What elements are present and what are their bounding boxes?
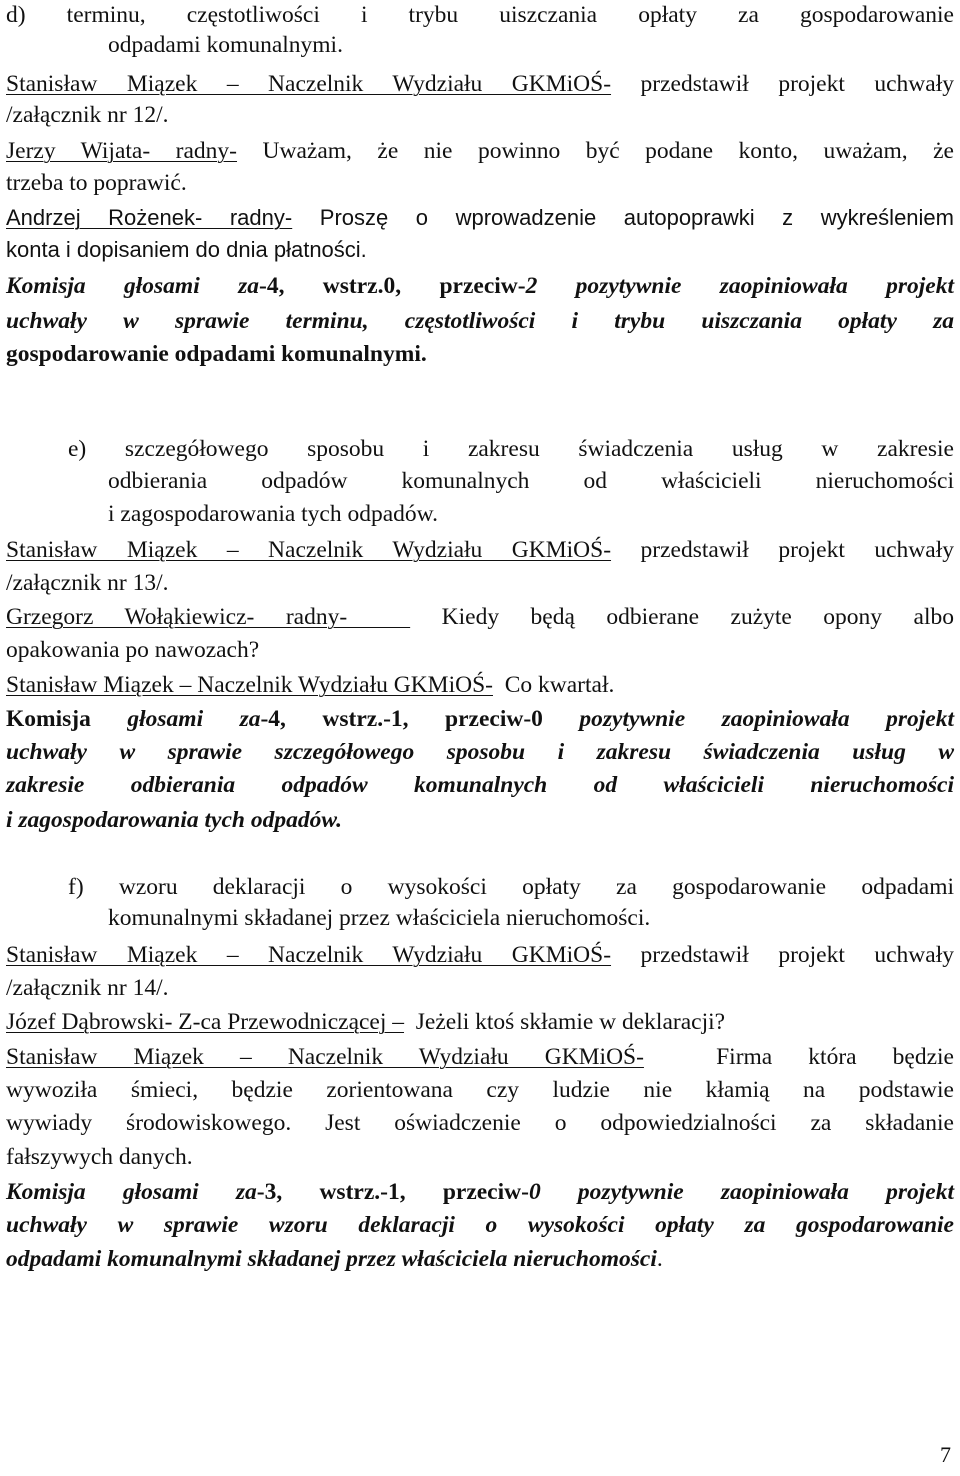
comment-line: Józef Dąbrowski- Z-ca Przewodniczącej – Jeżeli ktoś skłamie w deklaracji? (6, 1009, 726, 1035)
agenda-item-e: e) szczegółowego sposobu i zakresu świadczenia usług w zakresie (68, 436, 954, 462)
agenda-item-e-cont: odbierania odpadów komunalnych od właścicieli nieruchomości (108, 468, 954, 494)
presenter-line: Stanisław Miązek – Naczelnik Wydziału GKMiOŚ- przedstawił projekt uchwały (6, 71, 954, 97)
agenda-item-d: d) terminu, częstotliwości i trybu uiszczania opłaty za gospodarowanie (6, 2, 954, 28)
speaker-name: Stanisław Miązek – Naczelnik Wydziału GKMiOŚ- (6, 71, 612, 97)
vote-result-cont: uchwały w sprawie terminu, częstotliwości i trybu uiszczania opłaty za (6, 308, 954, 334)
agenda-item-f: f) wzoru deklaracji o wysokości opłaty za gospodarowanie odpadami (68, 874, 954, 900)
attachment-ref: /załącznik nr 13/. (6, 570, 169, 596)
agenda-item-e-cont: i zagospodarowania tych odpadów. (108, 501, 438, 527)
comment-line: Jerzy Wijata- radny- Uważam, że nie powinno być podane konto, uważam, że (6, 138, 954, 164)
reply-line-cont: wywoziła śmieci, będzie zorientowana czy ludzie nie kłamią na podstawie (6, 1077, 954, 1103)
vote-result-cont: uchwały w sprawie szczegółowego sposobu i zakresu świadczenia usług w (6, 739, 954, 765)
speaker-name: Stanisław Miązek – Naczelnik Wydziału GKMiOŚ- (6, 1044, 644, 1070)
presenter-line: Stanisław Miązek – Naczelnik Wydziału GKMiOŚ- przedstawił projekt uchwały (6, 942, 954, 968)
speaker-name: Józef Dąbrowski- Z-ca Przewodniczącej – (6, 1009, 405, 1035)
speaker-name: Stanisław Miązek – Naczelnik Wydziału GKMiOŚ- (6, 942, 612, 968)
comment-line-cont: trzeba to poprawić. (6, 170, 187, 196)
comment-line: Andrzej Rożenek- radny- Proszę o wprowadzenie autopoprawki z wykreśleniem (6, 205, 954, 230)
reply-line-cont: wywiady środowiskowego. Jest oświadczenie o odpowiedzialności za składanie (6, 1110, 954, 1136)
page-number: 7 (940, 1442, 951, 1467)
vote-result-cont: i zagospodarowania tych odpadów. (6, 807, 342, 833)
speaker-name: Jerzy Wijata- radny- (6, 138, 238, 164)
reply-line: Stanisław Miązek – Naczelnik Wydziału GKMiOŚ- Firma która będzie (6, 1044, 954, 1070)
vote-result: Komisja głosami za-4, wstrz.0, przeciw-2 pozytywnie zaopiniowała projekt (6, 273, 954, 299)
speaker-name: Grzegorz Wołąkiewicz- radny- (6, 604, 411, 630)
reply-line-cont: fałszywych danych. (6, 1144, 193, 1170)
reply-line: Stanisław Miązek – Naczelnik Wydziału GKMiOŚ- Co kwartał. (6, 672, 615, 698)
agenda-item-f-cont: komunalnymi składanej przez właściciela nieruchomości. (108, 905, 651, 931)
vote-result-cont: gospodarowanie odpadami komunalnymi. (6, 341, 427, 367)
agenda-item-d-cont: odpadami komunalnymi. (108, 32, 343, 58)
comment-line: Grzegorz Wołąkiewicz- radny- Kiedy będą odbierane zużyte opony albo (6, 604, 955, 630)
speaker-name: Andrzej Rożenek- radny- (6, 205, 293, 230)
comment-line-cont: konta i dopisaniem do dnia płatności. (6, 237, 367, 262)
attachment-ref: /załącznik nr 12/. (6, 102, 169, 128)
vote-result-cont: odpadami komunalnymi składanej przez właściciela nieruchomości. (6, 1246, 663, 1272)
vote-result: Komisja głosami za-3, wstrz.-1, przeciw-0 pozytywnie zaopiniowała projekt (6, 1179, 954, 1205)
comment-line-cont: opakowania po nawozach? (6, 637, 260, 663)
speaker-name: Stanisław Miązek – Naczelnik Wydziału GKMiOŚ- (6, 672, 493, 698)
vote-result-cont: zakresie odbierania odpadów komunalnych od właścicieli nieruchomości (6, 772, 954, 798)
speaker-name: Stanisław Miązek – Naczelnik Wydziału GKMiOŚ- (6, 537, 612, 563)
vote-result-cont: uchwały w sprawie wzoru deklaracji o wysokości opłaty za gospodarowanie (6, 1212, 954, 1238)
attachment-ref: /załącznik nr 14/. (6, 975, 169, 1001)
vote-result: Komisja głosami za-4, wstrz.-1, przeciw-0 pozytywnie zaopiniowała projekt (6, 706, 954, 732)
presenter-line: Stanisław Miązek – Naczelnik Wydziału GKMiOŚ- przedstawił projekt uchwały (6, 537, 954, 563)
